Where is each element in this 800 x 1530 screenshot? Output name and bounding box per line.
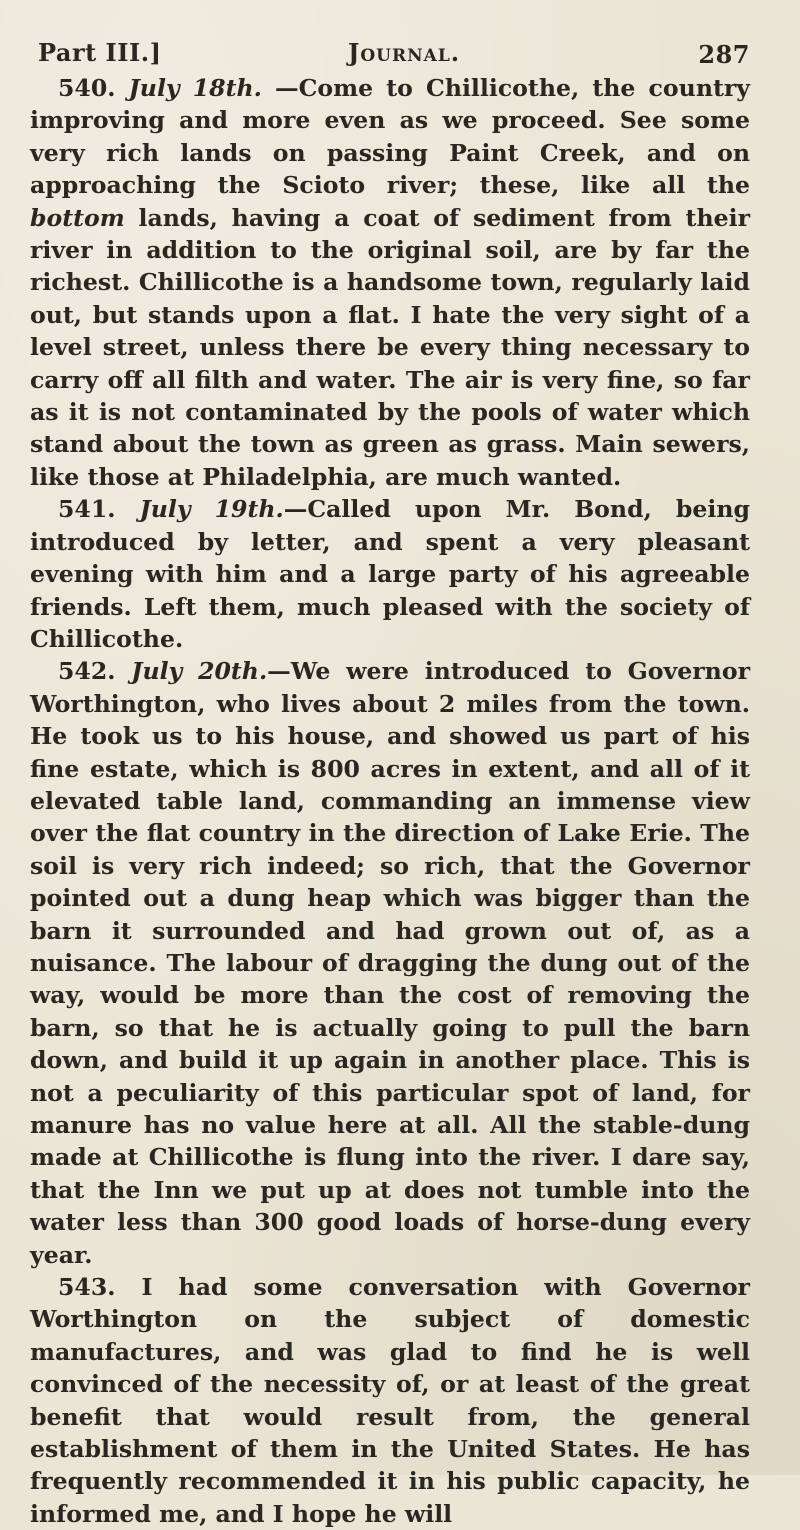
- running-head: [30, 38, 750, 72]
- entry-date: July 20th.: [131, 657, 268, 686]
- entry-number: 543.: [58, 1273, 116, 1302]
- entry-text: —Called upon Mr. Bond, being introduced by letter, and spent a very pleasant evening with him and a large party of his agreeable friends. Left them, much pleased with the society of Chillicothe.: [30, 495, 750, 653]
- entry-542: [30, 655, 750, 1271]
- part-label: Part III.]: [38, 38, 162, 67]
- entry-543: [30, 1271, 750, 1530]
- entry-date: July 18th.: [128, 74, 262, 102]
- entry-540: [30, 72, 750, 493]
- entry-text: I had some conversation with Governor Worthington on the subject of domestic manufactures, and was glad to find he is well convinced of the necessity of, or at least of the great benefit that would result from, the general establishment of them in the United States. He has frequently recommended it in his public capacity, he informed me, and I hope he will: [30, 1273, 750, 1528]
- running-title: Journal.: [348, 38, 461, 67]
- entry-number: 541.: [58, 495, 116, 524]
- entry-541: [30, 493, 750, 655]
- entry-text: —Come to Chillicothe, the country improving and more even as we proceed. See some very rich lands on passing Paint Creek, and on approaching the Scioto river; these, like all the: [30, 74, 751, 200]
- entry-text: —We were introduced to Governor Worthington, who lives about 2 miles from the town. He took us to his house, and showed us part of his fine estate, which is 800 acres in extent, and all of it elevated table land, commanding an immense view over the flat country in the direction of Lake Erie. The soil is very rich indeed; so rich, that the Governor pointed out a dung heap which was bigger than the barn it surrounded and had grown out of, as a nuisance. The labour of dragging the dung out of the way, would be more than the cost of removing the barn, so that he is actually going to pull the barn down, and build it up again in another place. This is not a peculiarity of this particular spot of land, for manure has no value here at all. All the stable-dung made at Chillicothe is flung into the river. I dare say, that the Inn we put up at does not tumble into the water less than 300 good loads of horse-dung every year.: [30, 657, 751, 1269]
- entry-text-italic: bottom: [30, 203, 125, 232]
- entry-date: July 19th.: [139, 495, 284, 524]
- page-number: 287: [698, 40, 750, 69]
- entry-number: 542.: [58, 657, 116, 686]
- journal-text: [30, 72, 750, 1530]
- entry-text: lands, having a coat of sediment from their river in addition to the original soil, are by far the richest. Chillicothe is a handsome town, regularly laid out, but stands upon a flat. I hate the very sight of a level street, unless there be every thing necessary to carry off all filth and water. The air is very fine, so far as it is not contaminated by the pools of water which stand about the town as green as grass. Main sewers, like those at Philadelphia, are much wanted.: [30, 203, 750, 491]
- entry-number: 540.: [58, 74, 116, 102]
